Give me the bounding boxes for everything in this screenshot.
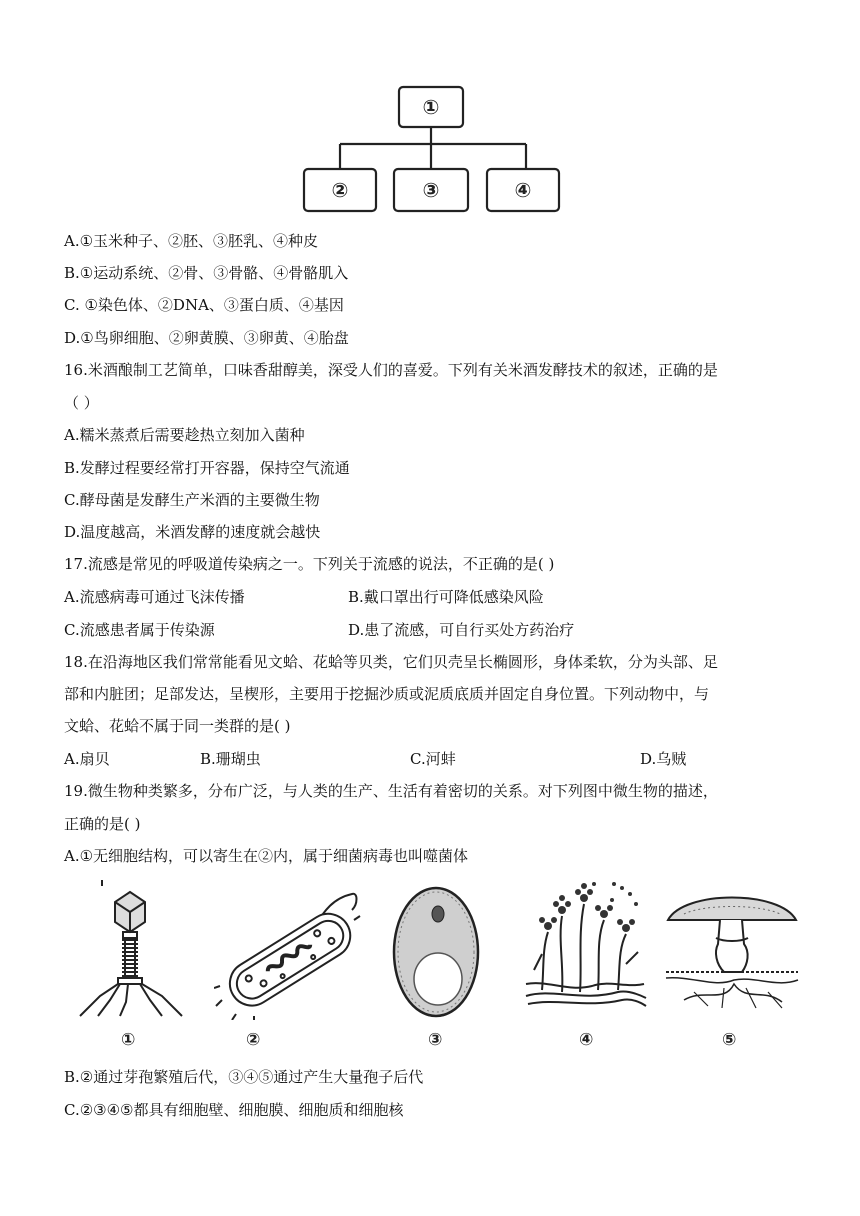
q19-stem-line2: 正确的是( ) xyxy=(64,815,141,833)
q17-option-b: B.戴口罩出行可降低感染风险 xyxy=(348,588,544,606)
q18-option-b: B.珊瑚虫 xyxy=(200,750,261,768)
q18-stem-line2: 部和内脏团；足部发达，呈楔形，主要用于挖掘沙质或泥质底质并固定自身位置。下列动物中，与 xyxy=(64,685,710,703)
q16-option-a: A.糯米蒸煮后需要趁热立刻加入菌种 xyxy=(64,426,305,444)
q19-stem-line1: 19.微生物种类繁多，分布广泛，与人类的生产、生活有着密切的关系。对下列图中微生物的描述， xyxy=(64,782,718,800)
q16-option-d: D.温度越高，米酒发酵的速度就会越快 xyxy=(64,523,321,541)
mushroom-figure xyxy=(664,884,800,1012)
q17-option-c: C.流感患者属于传染源 xyxy=(64,621,215,639)
q16-option-b: B.发酵过程要经常打开容器，保持空气流通 xyxy=(64,459,350,477)
tree-node-2: ② xyxy=(331,178,349,202)
figure-label-5: ⑤ xyxy=(722,1030,737,1050)
figure-label-2: ② xyxy=(246,1030,261,1050)
q15-option-b: B.①运动系统、②骨、③骨骼、④骨骼肌入 xyxy=(64,264,349,282)
bacterium-figure xyxy=(214,890,364,1020)
q19-option-c: C.②③④⑤都具有细胞壁、细胞膜、细胞质和细胞核 xyxy=(64,1101,404,1119)
tree-node-1: ① xyxy=(422,95,440,119)
figure-label-1: ① xyxy=(121,1030,136,1050)
tree-node-3: ③ xyxy=(422,178,440,202)
tree-node-4: ④ xyxy=(514,178,532,202)
tree-diagram xyxy=(300,84,566,216)
q16-stem-line2: （ ） xyxy=(64,394,99,412)
q15-option-c: C. ①染色体、②DNA、③蛋白质、④基因 xyxy=(64,296,344,314)
figure-label-3: ③ xyxy=(428,1030,443,1050)
q16-option-c: C.酵母菌是发酵生产米酒的主要微生物 xyxy=(64,491,320,509)
q18-stem-line3: 文蛤、花蛤不属于同一类群的是( ) xyxy=(64,717,291,735)
q15-option-a: A.①玉米种子、②胚、③胚乳、④种皮 xyxy=(64,232,319,250)
q16-stem-line1: 16.米酒酿制工艺简单，口味香甜醇美，深受人们的喜爱。下列有关米酒发酵技术的叙述，正确的是 xyxy=(64,361,718,379)
q18-stem-line1: 18.在沿海地区我们常常能看见文蛤、花蛤等贝类，它们贝壳呈长椭圆形，身体柔软，分为头部、足 xyxy=(64,653,718,671)
q17-option-a: A.流感病毒可通过飞沫传播 xyxy=(64,588,245,606)
q18-option-d: D.乌贼 xyxy=(640,750,687,768)
q18-option-c: C.河蚌 xyxy=(410,750,456,768)
mold-figure xyxy=(522,880,648,1010)
bacteriophage-figure xyxy=(70,878,190,1018)
q17-stem: 17.流感是常见的呼吸道传染病之一。下列关于流感的说法，不正确的是( ) xyxy=(64,555,555,573)
q17-option-d: D.患了流感，可自行买处方药治疗 xyxy=(348,621,575,639)
yeast-figure xyxy=(386,882,486,1024)
q15-option-d: D.①鸟卵细胞、②卵黄膜、③卵黄、④胎盘 xyxy=(64,329,349,347)
q19-option-a: A.①无细胞结构，可以寄生在②内，属于细菌病毒也叫噬菌体 xyxy=(64,847,469,865)
q19-option-b: B.②通过芽孢繁殖后代，③④⑤通过产生大量孢子后代 xyxy=(64,1068,424,1086)
figure-label-4: ④ xyxy=(579,1030,594,1050)
q18-option-a: A.扇贝 xyxy=(64,750,110,768)
